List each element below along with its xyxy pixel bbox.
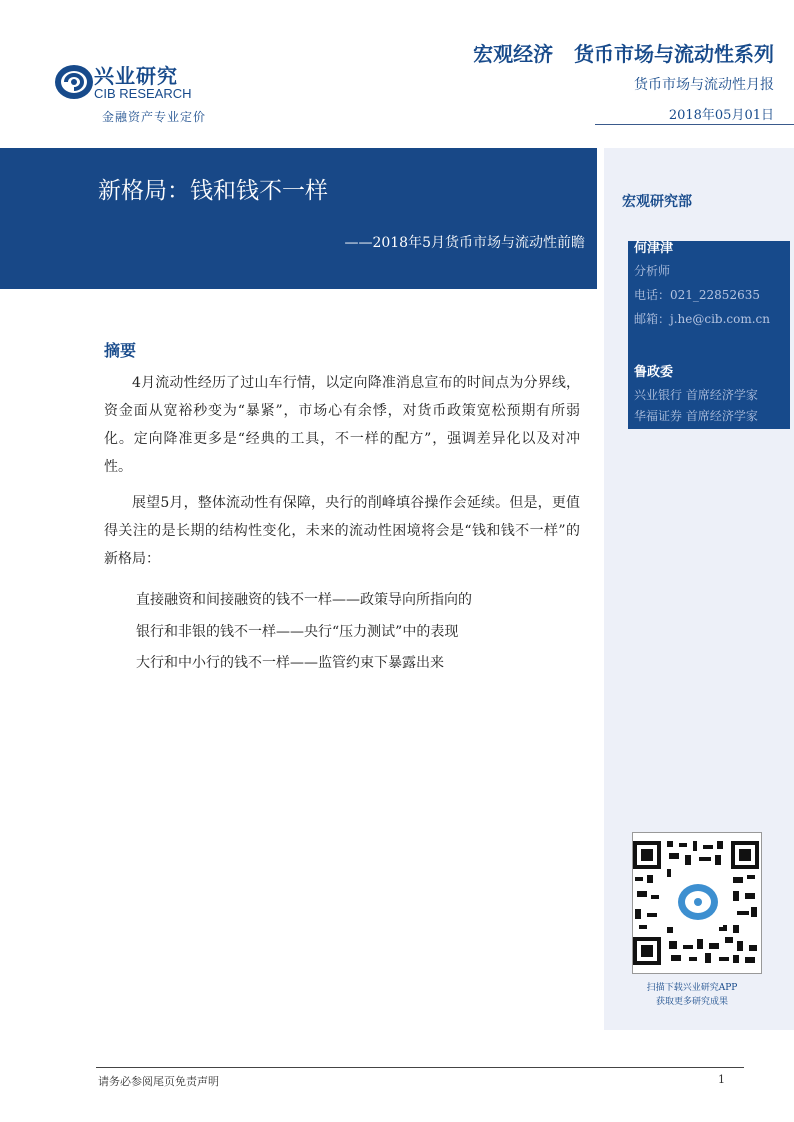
qr-caption-download: 扫描下载兴业研究APP (646, 983, 738, 993)
logo-slogan: 金融资产专业定价 (102, 110, 207, 124)
qr-caption-more: 获取更多研究成果 (655, 997, 728, 1007)
analyst2-name: 鲁政委 (634, 365, 674, 380)
report-date: 2018年05月01日 (668, 108, 774, 123)
report-subheading: ——2018年5月货币市场与流动性前瞻 (344, 235, 585, 251)
analyst2-title2: 华福证券 首席经济学家 (634, 409, 758, 423)
title-banner (0, 148, 597, 289)
department-name: 宏观研究部 (622, 194, 692, 210)
analyst1-role: 分析师 (634, 264, 671, 278)
logo-name-cn: 兴业研究 (94, 64, 178, 88)
analyst1-phone: 电话：021_22852635 (634, 288, 760, 302)
analyst1-name: 何津津 (634, 241, 674, 256)
qr-code-icon (633, 833, 761, 973)
app-qr-code[interactable] (632, 832, 762, 974)
report-title: 新格局：钱和钱不一样 (98, 178, 328, 204)
report-subtitle: 货币市场与流动性月报 (634, 77, 774, 93)
footer-divider (96, 1067, 744, 1068)
abstract-paragraph-1: 4月流动性经历了过山车行情，以定向降准消息宣布的时间点为分界线，资金面从宽裕秒变为“暴紧”，市场心有余悸，对货币政策宽松预期有所弱化。定向降准更多是“经典的工具，不一样的配方”，强调差异化以及对冲性。 (104, 375, 580, 475)
analyst2-title1: 兴业银行 首席经济学家 (634, 388, 758, 402)
abstract-bullet-2: 银行和非银的钱不一样——央行“压力测试”中的表现 (136, 624, 459, 640)
logo-name-en: CIB RESEARCH (94, 86, 192, 101)
analyst-card (628, 241, 790, 429)
footer-disclaimer: 请务必参阅尾页免责声明 (98, 1075, 219, 1088)
cib-logo-icon (54, 62, 94, 102)
abstract-bullet-1: 直接融资和间接融资的钱不一样——政策导向所指向的 (136, 592, 472, 608)
abstract-heading: 摘要 (104, 341, 137, 360)
abstract-paragraph-2: 展望5月，整体流动性有保障，央行的削峰填谷操作会延续。但是，更值得关注的是长期的结构性变化，未来的流动性困境将会是“钱和钱不一样”的新格局： (104, 495, 580, 567)
cib-logo (54, 58, 230, 122)
header-divider (595, 124, 794, 125)
abstract-bullet-3: 大行和中小行的钱不一样——监管约束下暴露出来 (136, 655, 444, 671)
analyst1-email[interactable]: 邮箱：j.he@cib.com.cn (634, 312, 771, 326)
page-number: 1 (718, 1073, 725, 1086)
report-series: 宏观经济 货币市场与流动性系列 (473, 42, 774, 66)
